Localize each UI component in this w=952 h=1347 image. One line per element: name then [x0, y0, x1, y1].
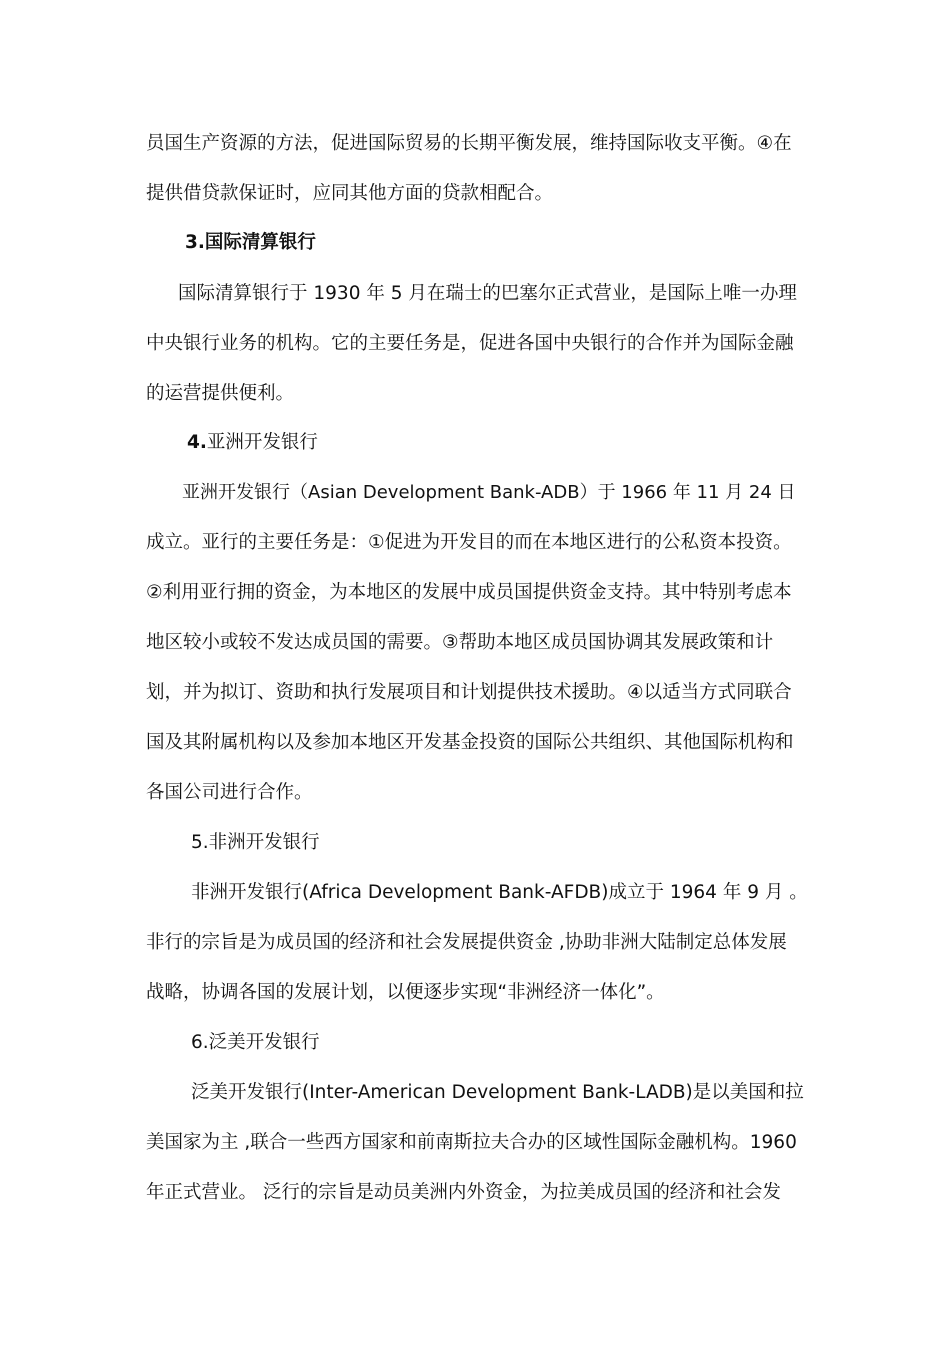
paragraph-line: 年正式营业。 泛行的宗旨是动员美洲内外资金，为拉美成员国的经济和社会发 — [146, 1182, 781, 1203]
section-heading-afdb: 5.非洲开发银行 — [191, 832, 320, 853]
paragraph-line: 国及其附属机构以及参加本地区开发基金投资的国际公共组织、其他国际机构和 — [146, 732, 794, 753]
section-heading-adb — [187, 430, 318, 456]
paragraph-line: 非行的宗旨是为成员国的经济和社会发展提供资金 ,协助非洲大陆制定总体发展 — [146, 932, 787, 953]
paragraph-line: 中央银行业务的机构。它的主要任务是，促进各国中央银行的合作并为国际金融 — [146, 333, 794, 354]
paragraph-line: 各国公司进行合作。 — [146, 782, 313, 803]
paragraph-line: 美国家为主 ,联合一些西方国家和前南斯拉夫合办的区域性国际金融机构。1960 — [146, 1132, 797, 1153]
section-heading-bis: 3.国际清算银行 — [185, 232, 316, 253]
paragraph-line: 提供借贷款保证时，应同其他方面的贷款相配合。 — [146, 183, 554, 204]
paragraph-line: 亚洲开发银行（Asian Development Bank-ADB）于 1966 年 11 月 24 日 — [182, 482, 796, 503]
paragraph-line: 划，并为拟订、资助和执行发展项目和计划提供技术援助。④以适当方式同联合 — [146, 682, 792, 703]
section-heading-iadb: 6.泛美开发银行 — [191, 1032, 320, 1053]
paragraph-line: 员国生产资源的方法，促进国际贸易的长期平衡发展，维持国际收支平衡。④在 — [146, 133, 792, 154]
paragraph-line: 泛美开发银行(Inter-American Development Bank-LADB)是以美国和拉 — [191, 1082, 804, 1103]
paragraph-line: ②利用亚行拥的资金，为本地区的发展中成员国提供资金支持。其中特别考虑本 — [146, 582, 792, 603]
paragraph-line: 地区较小或较不发达成员国的需要。③帮助本地区成员国协调其发展政策和计 — [146, 632, 774, 653]
paragraph-line: 国际清算银行于 1930 年 5 月在瑞士的巴塞尔正式营业，是国际上唯一办理 — [178, 283, 797, 304]
section-heading-number: 4. — [187, 432, 207, 453]
paragraph-line: 成立。亚行的主要任务是：①促进为开发目的而在本地区进行的公私资本投资。 — [146, 532, 792, 553]
paragraph-line: 战略，协调各国的发展计划，以便逐步实现“非洲经济一体化”。 — [146, 982, 665, 1003]
paragraph-line: 非洲开发银行(Africa Development Bank-AFDB)成立于 1964 年 9 月 。 — [191, 882, 808, 903]
paragraph-line: 的运营提供便利。 — [146, 383, 295, 404]
section-heading-text: 亚洲开发银行 — [206, 432, 318, 453]
